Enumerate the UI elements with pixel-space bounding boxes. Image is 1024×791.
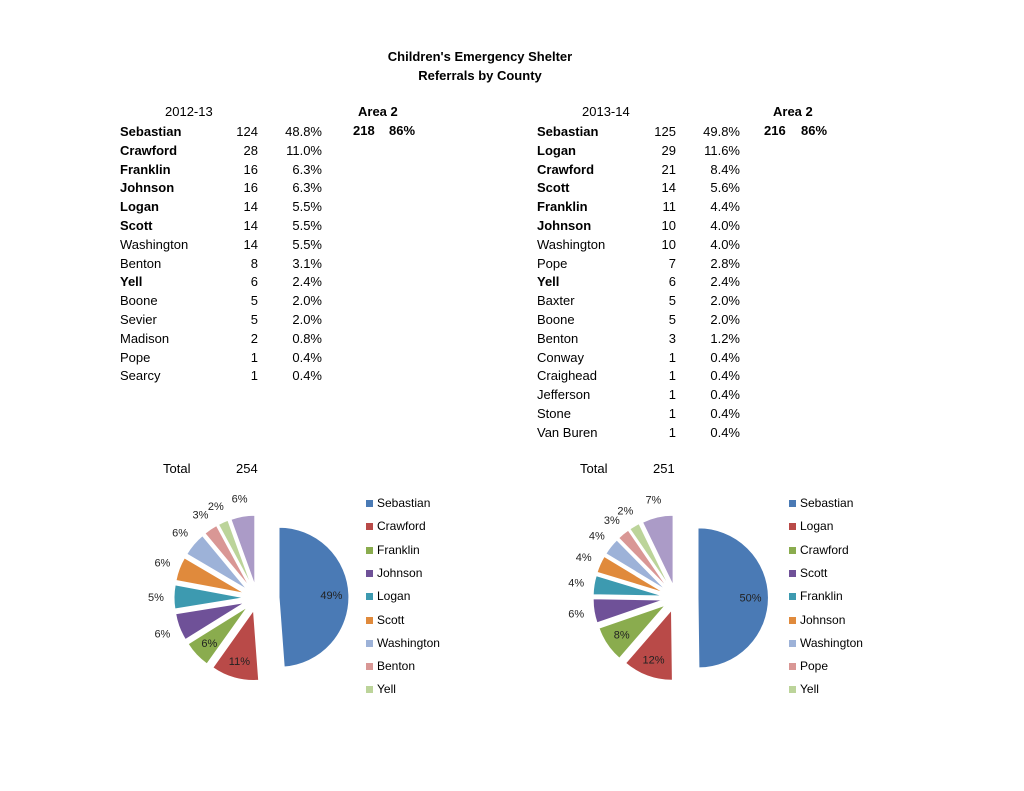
area-count: 218 xyxy=(353,123,375,138)
referral-percent: 11.0% xyxy=(286,142,322,158)
referral-percent: 2.4% xyxy=(710,274,740,290)
referral-percent: 5.5% xyxy=(292,236,322,252)
county-name: Pope xyxy=(537,255,568,271)
legend-swatch xyxy=(366,523,373,530)
county-name: Scott xyxy=(537,180,570,196)
legend-swatch xyxy=(366,593,373,600)
legend-swatch xyxy=(789,663,796,670)
referral-percent: 4.0% xyxy=(710,236,740,252)
slice-label: 12% xyxy=(642,654,665,667)
slice-label: 6% xyxy=(172,527,189,540)
county-name: Boone xyxy=(120,293,158,309)
legend-label: Johnson xyxy=(377,565,423,580)
legend-label: Yell xyxy=(800,682,819,697)
slice-label: 6% xyxy=(154,628,171,641)
county-name: Crawford xyxy=(537,161,595,177)
period-year: 2013-14 xyxy=(582,104,630,119)
referral-count: 5 xyxy=(668,293,676,309)
referral-percent: 0.4% xyxy=(710,349,740,365)
county-name: Boone xyxy=(537,312,575,327)
referral-count: 125 xyxy=(654,124,676,139)
legend-label: Crawford xyxy=(800,542,849,557)
legend-swatch xyxy=(366,570,373,577)
county-name: Johnson xyxy=(120,180,175,196)
referral-count: 16 xyxy=(243,161,258,177)
referral-count: 14 xyxy=(243,236,258,252)
legend-swatch xyxy=(366,663,373,670)
county-name: Yell xyxy=(120,274,143,290)
referral-percent: 0.4% xyxy=(710,368,740,384)
slice-label: 7% xyxy=(645,494,662,507)
referral-count: 14 xyxy=(243,199,258,215)
county-name: Washington xyxy=(120,236,189,252)
referral-percent: 2.4% xyxy=(292,274,322,290)
referral-count: 28 xyxy=(243,142,258,158)
referral-count: 21 xyxy=(661,161,676,177)
county-name: Sebastian xyxy=(120,124,182,139)
referral-percent: 5.5% xyxy=(292,199,322,215)
area-pct: 86% xyxy=(389,123,416,138)
referral-percent: 3.1% xyxy=(292,255,322,271)
referral-count: 11 xyxy=(662,199,676,215)
referral-percent: 0.4% xyxy=(710,424,740,440)
county-name: Franklin xyxy=(120,161,171,177)
slice-label: 4% xyxy=(575,551,592,564)
referral-percent: 0.4% xyxy=(292,349,322,365)
legend-swatch xyxy=(366,500,373,507)
referral-count: 124 xyxy=(236,124,258,139)
slice-label: 6% xyxy=(154,557,171,570)
referral-count: 1 xyxy=(250,368,258,384)
county-name: Franklin xyxy=(537,199,588,215)
referral-percent: 5.6% xyxy=(710,180,740,196)
slice-label: 50% xyxy=(739,592,762,605)
legend-label: Franklin xyxy=(377,542,420,557)
legend-label: Washington xyxy=(800,635,863,650)
slice-label: 8% xyxy=(613,629,630,642)
slice-label: 3% xyxy=(192,509,209,522)
legend-label: Scott xyxy=(377,612,405,627)
county-name: Sebastian xyxy=(537,124,599,139)
referral-percent: 2.0% xyxy=(292,312,322,327)
referral-count: 1 xyxy=(668,406,676,421)
slice-label: 49% xyxy=(320,590,343,603)
referral-percent: 2.0% xyxy=(710,312,740,327)
referral-count: 5 xyxy=(250,312,258,327)
referral-count: 1 xyxy=(668,368,676,384)
legend-label: Franklin xyxy=(800,589,843,604)
county-name: Stone xyxy=(537,406,571,421)
period-year: 2012-13 xyxy=(165,104,213,119)
slice-label: 2% xyxy=(207,500,224,513)
referral-percent: 0.4% xyxy=(710,387,740,403)
referral-percent: 6.3% xyxy=(292,161,322,177)
legend-label: Scott xyxy=(800,565,828,580)
referral-count: 14 xyxy=(243,218,258,233)
county-name: Conway xyxy=(537,349,584,365)
legend-swatch xyxy=(789,617,796,624)
area-count: 216 xyxy=(764,123,786,138)
referral-percent: 11.6% xyxy=(704,142,740,158)
county-name: Scott xyxy=(120,218,153,233)
referral-percent: 2.8% xyxy=(710,255,740,271)
county-name: Logan xyxy=(120,199,159,215)
county-name: Sevier xyxy=(120,312,157,327)
referral-percent: 48.8% xyxy=(285,124,322,139)
slice-label: 4% xyxy=(588,530,605,543)
area-label: Area 2 xyxy=(358,104,398,119)
referral-percent: 49.8% xyxy=(703,124,740,139)
legend-swatch xyxy=(789,640,796,647)
referral-count: 7 xyxy=(668,255,676,271)
county-name: Yell xyxy=(537,274,560,290)
slice-label: 2% xyxy=(617,505,634,518)
legend-label: Logan xyxy=(800,519,834,534)
legend-label: Pope xyxy=(800,659,829,674)
legend-label: Johnson xyxy=(800,612,846,627)
referral-count: 5 xyxy=(668,312,676,327)
area-pct: 86% xyxy=(801,123,828,138)
slice-label: 6% xyxy=(201,637,218,650)
legend-swatch xyxy=(366,640,373,647)
county-name: Pope xyxy=(120,349,151,365)
legend-label: Washington xyxy=(377,635,440,650)
referral-count: 6 xyxy=(250,274,258,290)
county-name: Madison xyxy=(120,330,170,346)
referral-count: 5 xyxy=(250,293,258,309)
referral-count: 2 xyxy=(250,330,258,346)
legend-swatch xyxy=(366,617,373,624)
legend-swatch xyxy=(789,570,796,577)
legend-label: Benton xyxy=(377,659,416,674)
referral-percent: 8.4% xyxy=(710,161,740,177)
total-label: Total xyxy=(580,461,608,476)
referral-percent: 0.4% xyxy=(292,368,322,384)
referral-percent: 4.0% xyxy=(710,218,740,233)
referral-percent: 2.0% xyxy=(710,293,740,309)
legend-swatch xyxy=(366,686,373,693)
county-name: Johnson xyxy=(537,218,592,233)
referral-count: 10 xyxy=(661,218,676,233)
referral-count: 1 xyxy=(668,387,676,403)
legend-label: Yell xyxy=(377,682,396,697)
referral-count: 1 xyxy=(668,349,676,365)
area-label: Area 2 xyxy=(773,104,813,119)
referral-count: 8 xyxy=(250,255,258,271)
legend-label: Sebastian xyxy=(800,496,854,510)
county-name: Van Buren xyxy=(537,424,598,440)
referral-count: 10 xyxy=(661,236,676,252)
referral-count: 14 xyxy=(661,180,676,196)
slice-label: 3% xyxy=(603,515,620,527)
total-value: 254 xyxy=(236,461,258,476)
legend-swatch xyxy=(789,547,796,554)
county-name: Logan xyxy=(537,142,576,158)
slice-label: 6% xyxy=(568,608,585,621)
referral-percent: 2.0% xyxy=(292,293,322,309)
legend-label: Sebastian xyxy=(377,496,431,510)
legend-label: Logan xyxy=(377,589,411,604)
county-name: Jefferson xyxy=(537,387,591,403)
legend-swatch xyxy=(789,593,796,600)
county-name: Searcy xyxy=(120,368,161,384)
title-line-2: Referrals by County xyxy=(418,68,542,83)
referral-count: 3 xyxy=(668,330,676,346)
county-name: Craighead xyxy=(537,368,597,384)
referral-count: 16 xyxy=(243,180,258,196)
county-name: Crawford xyxy=(120,142,178,158)
referral-count: 29 xyxy=(661,142,676,158)
total-label: Total xyxy=(163,461,191,476)
slice-label: 6% xyxy=(231,493,248,506)
referral-percent: 0.4% xyxy=(710,406,740,421)
county-name: Benton xyxy=(120,255,162,271)
legend-swatch xyxy=(789,686,796,693)
referral-count: 1 xyxy=(250,349,258,365)
referral-percent: 6.3% xyxy=(292,180,322,196)
report-title xyxy=(0,47,960,85)
legend-label: Crawford xyxy=(377,519,426,534)
legend-swatch xyxy=(789,523,796,530)
county-name: Benton xyxy=(537,330,579,346)
referral-percent: 4.4% xyxy=(710,199,740,215)
title-line-1: Children's Emergency Shelter xyxy=(387,49,573,64)
referral-percent: 1.2% xyxy=(710,330,740,346)
legend-swatch xyxy=(366,547,373,554)
slice-label: 4% xyxy=(568,577,585,590)
slice-label: 11% xyxy=(228,656,251,669)
legend-swatch xyxy=(789,500,796,507)
total-value: 251 xyxy=(653,461,675,476)
referral-count: 6 xyxy=(668,274,676,290)
county-name: Washington xyxy=(537,236,606,252)
slice-label: 5% xyxy=(148,591,164,604)
referral-percent: 5.5% xyxy=(292,218,322,233)
referral-count: 1 xyxy=(668,424,676,440)
county-name: Baxter xyxy=(537,293,575,309)
referral-percent: 0.8% xyxy=(292,330,322,346)
